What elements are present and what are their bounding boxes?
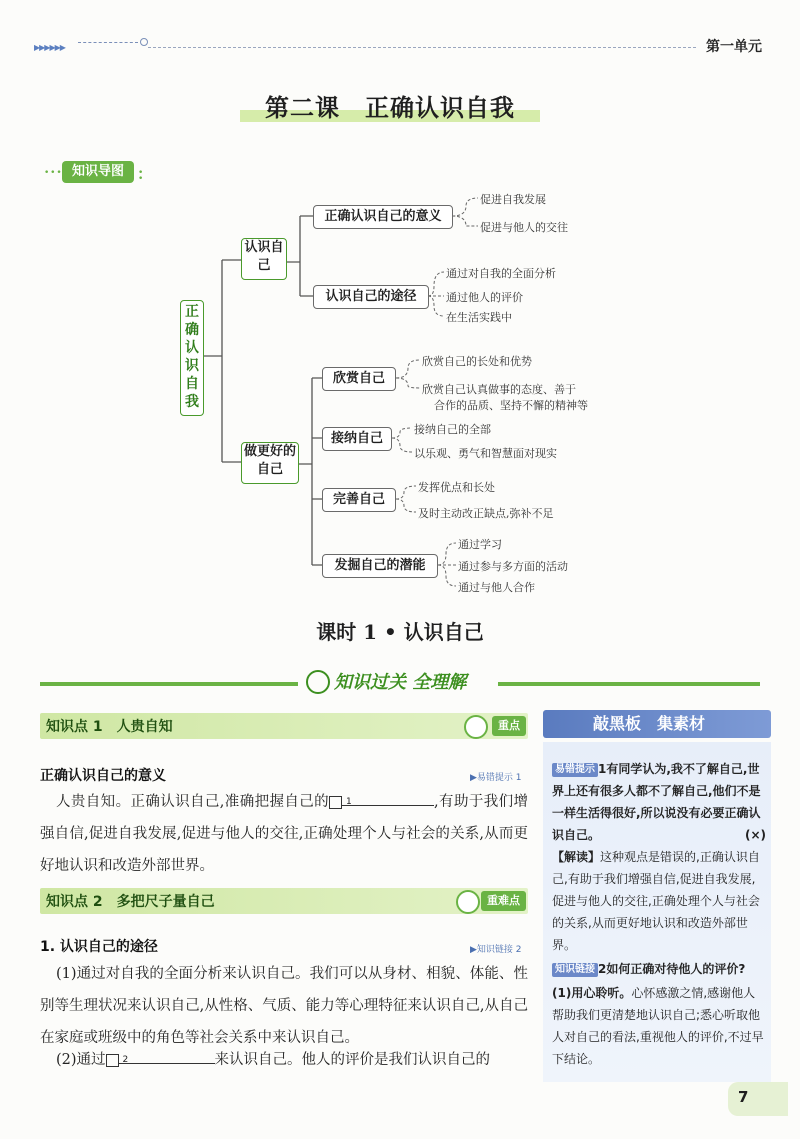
a2-text: 心怀感激之情,感谢他人帮助我们更清楚地认识自己;悉心听取他人对自己的看法,重视他人的评价,不过早下结论。 (552, 986, 764, 1066)
leaf: 通过学习 (458, 538, 502, 551)
kp1-body (40, 786, 528, 882)
kp2-badge: 重难点 (481, 891, 526, 911)
side-panel-title: 敲黑板 集素材 (593, 714, 706, 733)
blank-number-1: 1 (329, 796, 342, 809)
analysis-label: 【解读】 (552, 850, 601, 864)
tag-error-tip: 易错提示 (552, 763, 598, 777)
kp2-tip: ▶知识链接 2 (470, 945, 522, 955)
knowledge-point-2-bar (40, 888, 528, 914)
tag-knowledge-link: 知识链接 (552, 963, 598, 977)
side-q2 (552, 958, 766, 980)
leaf: 欣赏自己认真做事的态度、善于 (422, 383, 576, 396)
leaf: 及时主动改正缺点,弥补不足 (418, 507, 554, 520)
cross-mark: (×) (744, 828, 766, 842)
leaf: 以乐观、勇气和智慧面对现实 (414, 447, 557, 460)
knowledge-map-label: 知识导图 (62, 161, 134, 183)
unit-label: 第一单元 (706, 39, 762, 55)
target-icon (464, 715, 488, 739)
leaf: 通过参与多方面的活动 (458, 560, 568, 573)
kp2-para2-b: 来认识自己。他人的评价是我们认识自己的 (214, 1052, 491, 1068)
page-number: 7 (738, 1088, 749, 1106)
period-title: 课时 1 • 认识自己 (316, 620, 484, 644)
node-improve: 完善自己 (322, 488, 396, 512)
node-significance: 正确认识自己的意义 (313, 205, 453, 229)
mindmap-root: 正确认识自我 (180, 300, 204, 416)
node-methods: 认识自己的途径 (313, 285, 429, 309)
section-banner: 知识过关 全理解 (334, 672, 467, 693)
leaf: 发挥优点和长处 (418, 481, 495, 494)
page-number-tab (728, 1082, 788, 1116)
banner-line-left (40, 682, 298, 686)
leaf: 在生活实践中 (446, 311, 512, 324)
side-a2 (552, 982, 766, 1070)
leaf: 通过对自我的全面分析 (446, 267, 556, 280)
knowledge-point-1-bar (40, 713, 528, 739)
kp1-tip: ▶易错提示 1 (470, 773, 522, 783)
side-panel-header (543, 710, 771, 738)
leaf: 合作的品质、坚持不懈的精神等 (434, 399, 588, 412)
leaf: 促进自我发展 (480, 193, 546, 206)
header-arrows: ▶▶▶▶▶▶ (34, 43, 65, 52)
side-q2-text: 2如何正确对待他人的评价? (598, 962, 746, 976)
side-q1 (552, 758, 766, 846)
kp2-title: 知识点 2 多把尺子量自己 (46, 894, 215, 910)
answer-blank-2[interactable] (119, 1063, 215, 1064)
kp1-title: 知识点 1 人贵自知 (46, 719, 173, 735)
answer-blank-1[interactable] (342, 805, 434, 806)
leaf: 欣赏自己的长处和优势 (422, 355, 532, 368)
kp1-badge: 重点 (492, 716, 526, 736)
side-q1-text: 1有同学认为,我不了解自己,世界上还有很多人都不了解自己,他们不是一样生活得很好,所以说没有必要正确认识自己。 (552, 762, 761, 842)
banner-line-right (498, 682, 760, 686)
mindmap-branch-know-self: 认识自己 (241, 238, 287, 280)
kp1-rest: 我们增强自信,促进自我发展,促进与他人的交往,正确处理个人与社会的关系,从而更好地认识和改造外部世界。 (40, 794, 529, 874)
tag-dots-right: • • (138, 168, 143, 184)
kp2-subhead: 1. 认识自己的途径 (40, 939, 158, 955)
kp2-para1: (1)通过对自我的全面分析来认识自己。我们可以从身材、相貌、体能、性别等生理状况来认识自己,从性格、气质、能力等心理特征来认识自己,从自己在家庭或班级中的角色等社会关系中来认识自己。 (40, 966, 528, 1046)
kp2-para2-a: (2)通过 (56, 1052, 106, 1068)
node-accept: 接纳自己 (322, 427, 392, 451)
kp1-line-b: ,有助于 (434, 794, 484, 810)
side-analysis (552, 846, 766, 956)
lesson-title: 第二课 正确认识自我 (265, 93, 515, 122)
node-potential: 发掘自己的潜能 (322, 554, 438, 578)
kp2-para2 (40, 1044, 528, 1076)
leaf: 促进与他人的交往 (480, 221, 568, 234)
kp1-line-a: 人贵自知。正确认识自己,准确把握自己的 (56, 794, 330, 810)
leaf: 接纳自己的全部 (414, 423, 491, 436)
a2-label: (1)用心聆听。 (552, 986, 632, 1000)
node-appreciate: 欣赏自己 (322, 367, 396, 391)
leaf: 通过他人的评价 (446, 291, 523, 304)
kp1-subhead: 正确认识自己的意义 (40, 768, 166, 784)
mindmap-branch-better-self: 做更好的自己 (241, 442, 299, 484)
magnifier-icon (456, 890, 480, 914)
analysis-text: 这种观点是错误的,正确认识自己,有助于我们增强自信,促进自我发展,促进与他人的交往,正确处理个人与社会的关系,从而更好地认识和改造外部世界。 (552, 850, 760, 952)
leaf: 通过与他人合作 (458, 581, 535, 594)
blank-number-2: 2 (106, 1054, 119, 1067)
tag-dots-left: • • • (44, 168, 61, 178)
